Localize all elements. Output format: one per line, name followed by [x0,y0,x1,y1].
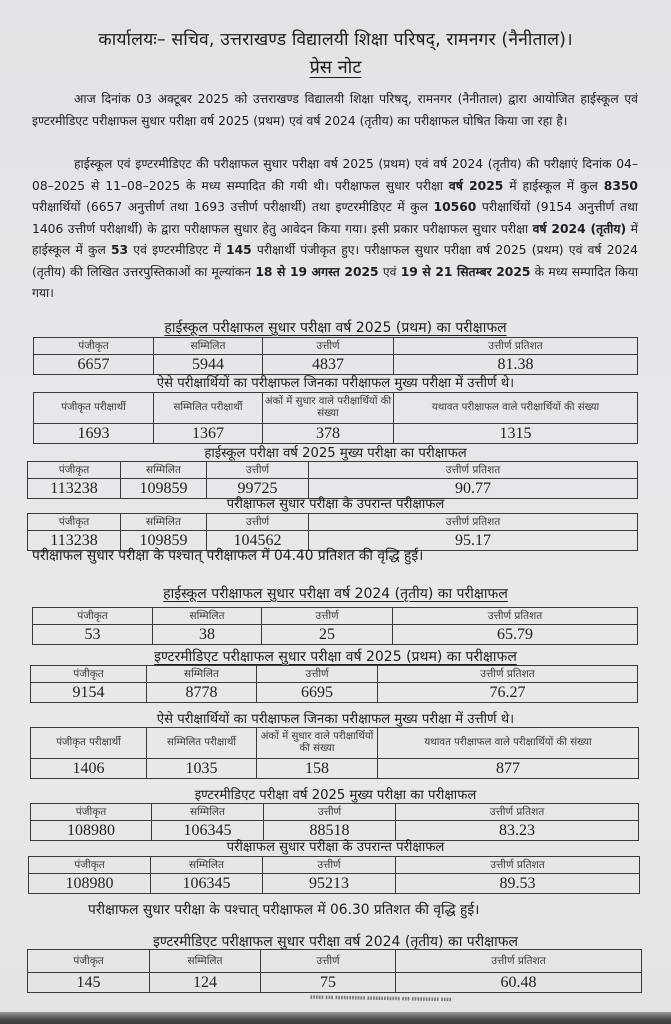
header-appeared: सम्मिलित [154,338,263,355]
cell-pass-percent: 65.79 [393,625,638,645]
header-pass-percent: उत्तीर्ण प्रतिशत [309,514,638,531]
details-text-1: हाईस्कूल एवं इण्टरमीडिएट की परीक्षाफल सुधार परीक्षा वर्ष 2025 (प्रथम) एवं वर्ष 2024 (तृतीय) की परीक्षाएं दिनांक 04–08–2025 से 11–08–2025 के मध्य सम्पादित की गयी थी। परीक्षाफल सुधार परीक्षा [32,157,638,193]
cell-registered-students: 1406 [31,759,147,779]
header-passed: उत्तीर्ण [262,608,393,625]
table-row [33,625,638,645]
details-bold-2: 8350 [603,178,638,193]
cell-appeared: 106345 [152,821,264,841]
header-registered: पंजीकृत [31,804,152,821]
header-unchanged-result: यथावत परीक्षाफल वाले परीक्षार्थियों की संख्या [394,393,638,424]
header-pass-percent: उत्तीर्ण प्रतिशत [396,857,640,874]
details-text-9: के मध्य सम्पादित किया गया। [32,264,638,300]
header-appeared-students: सम्मिलित परीक्षार्थी [147,728,257,759]
table-header-row [28,462,638,479]
details-text-3: परीक्षार्थियों (6657 अनुत्तीर्ण तथा 1693 उत्तीर्ण परीक्षार्थी) तथा इण्टरमीडिएट में कुल [32,200,434,214]
cell-appeared: 8778 [147,683,257,703]
press-note-heading-text: प्रेस नोट [309,57,362,78]
hs-2025-title [0,318,671,337]
header-appeared: सम्मिलित [152,804,264,821]
cell-registered-students: 1693 [34,424,154,444]
hs-2024-overall-table [32,607,638,645]
inter-2025-main-title: इण्टरमीडिएट परीक्षा वर्ष 2025 मुख्य परीक्षा का परीक्षाफल [194,788,477,803]
details-text-4: परीक्षार्थियों (9154 अनुत्तीर्ण तथा 1406 उत्तीर्ण परीक्षार्थी) के द्वारा परीक्षाफल सुधार हेतु आवेदन किया गया। इसी प्रकार परीक्षाफल सुधार परीक्षा [32,200,638,236]
hs-2025-overall-table [33,337,638,375]
cell-pass-percent: 81.38 [394,355,638,375]
cell-pass-percent: 83.23 [396,821,639,841]
cell-pass-percent: 60.48 [396,973,642,993]
header-passed: उत्तीर्ण [263,338,394,355]
intro-paragraph [32,89,638,132]
details-text-8: एवं [378,264,401,279]
details-text-5: में हाईस्कूल में कुल [32,221,638,257]
header-appeared: सम्मिलित [153,608,262,625]
cell-registered: 53 [33,625,153,645]
header-passed: उत्तीर्ण [257,666,378,683]
header-appeared: सम्मिलित [147,666,257,683]
cell-appeared: 5944 [154,355,263,375]
cell-registered: 108980 [31,821,152,841]
details-bold-3: 10560 [433,200,477,214]
inter-2025-passed-table [30,727,639,779]
table-header-row [31,666,638,683]
table-header-row [34,338,638,355]
inter-2025-passed-title: ऐसे परीक्षार्थियों का परीक्षाफल जिनका परीक्षाफल मुख्य परीक्षा में उत्तीर्ण थे। [156,712,515,727]
details-bold-4: वर्ष 2024 (तृतीय) [532,221,627,236]
header-pass-percent: उत्तीर्ण प्रतिशत [378,666,638,683]
table-header-row [29,857,640,874]
press-note-heading [0,55,671,79]
table-row [31,683,638,703]
header-passed: उत्तीर्ण [261,950,396,973]
cell-registered: 145 [28,973,150,993]
cell-passed: 99725 [207,479,309,499]
header-appeared: सम्मिलित [121,462,207,479]
details-text-7: परीक्षार्थी पंजीकृत हुए। परीक्षाफल सुधार परीक्षा वर्ष 2025 (प्रथम) एवं वर्ष 2024 (तृतीय) की लिखित उत्तरपुस्तिकाओं का मूल्यांकन [32,243,638,279]
inter-2025-after-table [28,856,640,894]
table-header-row [34,393,638,424]
cell-registered: 113238 [28,531,121,551]
cell-appeared-students: 1035 [147,759,257,779]
header-appeared: सम्मिलित [121,514,207,531]
header-registered: पंजीकृत [34,338,154,355]
cell-passed: 4837 [263,355,394,375]
hs-2025-after-title: परीक्षाफल सुधार परीक्षा के उपरान्त परीक्षाफल [226,497,445,512]
header-improved-marks: अंकों में सुधार वाले परीक्षार्थियों की संख्या [263,393,394,424]
cell-improved-marks: 378 [263,424,394,444]
details-bold-1: वर्ष 2025 [448,178,504,193]
header-passed: उत्तीर्ण [207,462,309,479]
header-pass-percent: उत्तीर्ण प्रतिशत [393,608,638,625]
header-pass-percent: उत्तीर्ण प्रतिशत [309,462,638,479]
table-header-row [28,950,642,973]
header-registered: पंजीकृत [28,514,121,531]
header-appeared: सम्मिलित [150,950,261,973]
inter-2025-title [0,647,671,666]
table-row [34,355,638,375]
table-row [29,874,640,894]
hs-2024-title [0,584,671,603]
cell-appeared: 109859 [121,531,207,551]
footer-file-path: ▮▮▮▮▮ ▮▮▮ ▮▮▮▮▮▮▮▮▮▮▮ ▮▮▮▮▮▮▮▮▮▮▮▮ ▮▮▮ ▮▮▮▮▮▮▮▮▮▮ ▮▮▮▮ [309,994,452,1002]
header-registered: पंजीकृत [33,608,153,625]
cell-registered: 108980 [29,874,151,894]
inter-2025-improvement-note: परीक्षाफल सुधार परीक्षा के पश्चात् परीक्षाफल में 06.30 प्रतिशत की वृद्धि हुई। [88,902,480,918]
header-appeared: सम्मिलित [151,857,263,874]
details-paragraph [32,154,638,305]
cell-appeared-students: 1367 [154,424,263,444]
hs-2025-improvement-note: परीक्षाफल सुधार परीक्षा के पश्चात् परीक्षाफल में 04.40 प्रतिशत की वृद्धि हुई। [32,548,424,564]
hs-2025-passed-title: ऐसे परीक्षार्थियों का परीक्षाफल जिनका परीक्षाफल मुख्य परीक्षा में उत्तीर्ण थे। [156,376,515,391]
header-improved-marks: अंकों में सुधार वाले परीक्षार्थियों की संख्या [257,728,378,759]
header-registered: पंजीकृत [28,462,121,479]
details-text-6: एवं इण्टरमीडिएट में [128,243,227,257]
intro-paragraph-text: आज दिनांक 03 अक्टूबर 2025 को उत्तराखण्ड विद्यालयी शिक्षा परिषद्, रामनगर (नैनीताल) द्वारा आयोजित हाईस्कूल एवं इण्टरमीडिएट परीक्षाफल सुधार परीक्षा वर्ष 2025 (प्रथम) एवं वर्ष 2024 (तृतीय) का परीक्षाफल घोषित किया जा रहा है। [32,92,638,128]
cell-registered: 113238 [28,479,121,499]
hs-2025-passed-table [33,392,638,444]
cell-pass-percent: 76.27 [378,683,638,703]
details-bold-6: 145 [226,243,252,257]
header-registered-students: पंजीकृत परीक्षार्थी [31,728,147,759]
inter-2025-title-text: इण्टरमीडिएट परीक्षाफल सुधार परीक्षा वर्ष 2025 (प्रथम) का परीक्षाफल [154,649,517,665]
header-unchanged-result: यथावत परीक्षाफल वाले परीक्षार्थियों की संख्या [378,728,639,759]
inter-2025-overall-table [30,665,638,703]
hs-2024-title-text: हाईस्कूल परीक्षाफल सुधार परीक्षा वर्ष 2024 (तृतीय) का परीक्षाफल [163,586,508,602]
table-row [28,973,642,993]
inter-2024-overall-table [27,949,642,993]
table-header-row [28,514,638,531]
hs-2025-title-text: हाईस्कूल परीक्षाफल सुधार परीक्षा वर्ष 2025 (प्रथम) का परीक्षाफल [164,320,507,336]
cell-pass-percent: 90.77 [309,479,638,499]
table-row [31,759,639,779]
details-bold-5: 53 [110,243,129,257]
header-registered: पंजीकृत [28,950,150,973]
table-row [34,424,638,444]
cell-passed: 75 [261,973,396,993]
header-registered: पंजीकृत [31,666,147,683]
cell-passed: 88518 [264,821,396,841]
details-bold-7: 18 से 19 अगस्त 2025 [255,264,379,279]
inter-2024-title-text: इण्टरमीडिएट परीक्षाफल सुधार परीक्षा वर्ष 2024 (तृतीय) का परीक्षाफल [152,934,519,950]
cell-unchanged-result: 877 [378,759,639,779]
header-registered-students: पंजीकृत परीक्षार्थी [34,393,154,424]
header-appeared-students: सम्मिलित परीक्षार्थी [154,393,263,424]
header-passed: उत्तीर्ण [207,514,309,531]
cell-appeared: 124 [150,973,261,993]
details-text-2: में हाईस्कूल में कुल [503,178,604,193]
cell-unchanged-result: 1315 [394,424,638,444]
table-header-row [31,728,639,759]
photo-bottom-edge [0,1012,671,1024]
header-passed: उत्तीर्ण [263,857,396,874]
cell-passed: 104562 [207,531,309,551]
cell-pass-percent: 89.53 [396,874,640,894]
header-pass-percent: उत्तीर्ण प्रतिशत [394,338,638,355]
cell-pass-percent: 95.17 [309,531,638,551]
office-title: कार्यालयः– सचिव, उत्तराखण्ड विद्यालयी शिक्षा परिषद्, रामनगर (नैनीताल)। [98,30,573,50]
header-passed: उत्तीर्ण [264,804,396,821]
details-bold-8: 19 से 21 सितम्बर 2025 [400,264,531,279]
cell-passed: 95213 [263,874,396,894]
cell-passed: 6695 [257,683,378,703]
cell-registered: 9154 [31,683,147,703]
table-header-row [33,608,638,625]
cell-registered: 6657 [34,355,154,375]
table-header-row [31,804,639,821]
inter-2025-after-title: परीक्षाफल सुधार परीक्षा के उपरान्त परीक्षाफल [226,840,445,855]
header-registered: पंजीकृत [29,857,151,874]
cell-improved-marks: 158 [257,759,378,779]
cell-appeared: 109859 [121,479,207,499]
cell-appeared: 106345 [151,874,263,894]
cell-appeared: 38 [153,625,262,645]
inter-2025-main-table [30,803,639,841]
hs-2025-main-title: हाईस्कूल परीक्षा वर्ष 2025 मुख्य परीक्षा का परीक्षाफल [204,446,467,461]
header-pass-percent: उत्तीर्ण प्रतिशत [396,950,642,973]
cell-passed: 25 [262,625,393,645]
header-pass-percent: उत्तीर्ण प्रतिशत [396,804,639,821]
